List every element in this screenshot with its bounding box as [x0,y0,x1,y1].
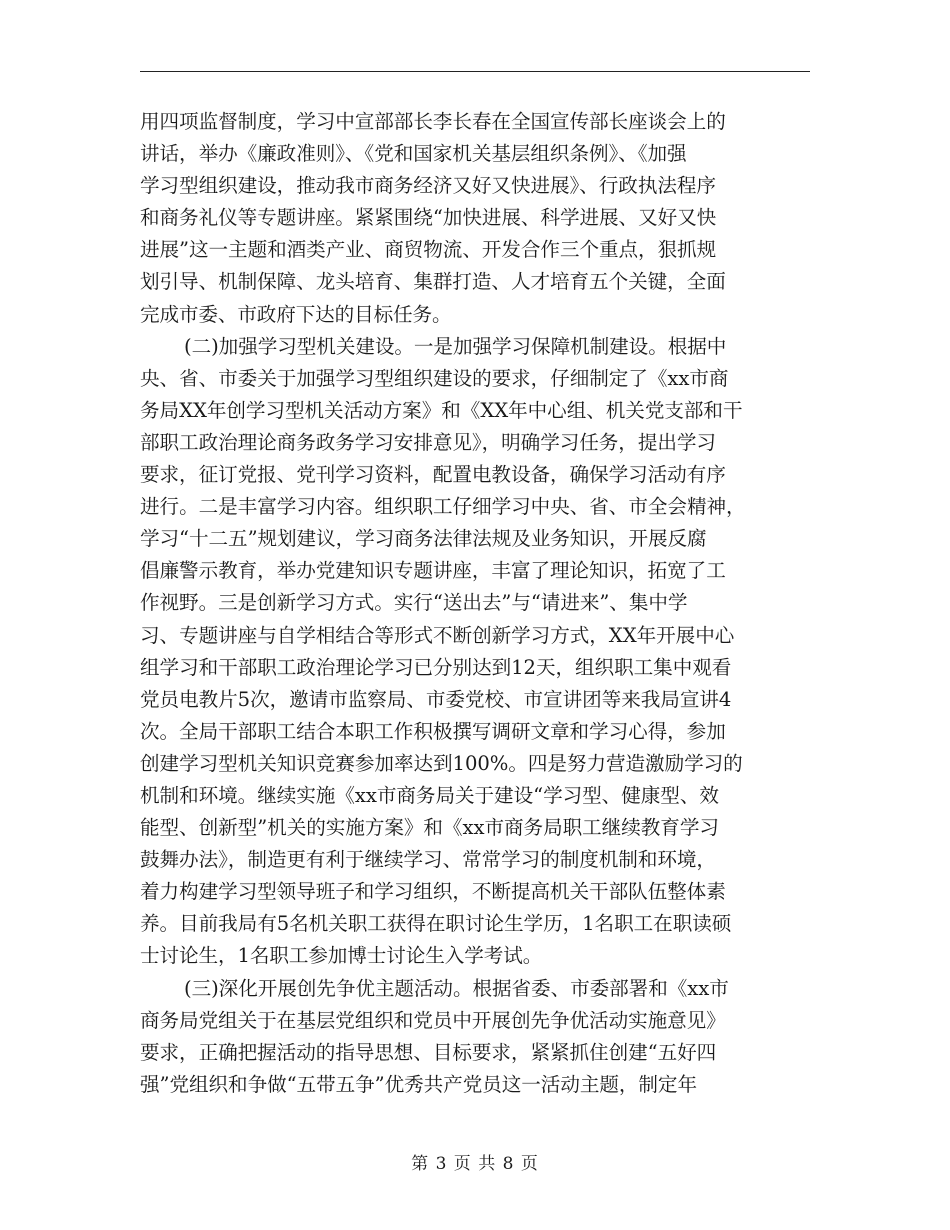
text-line: 强”党组织和争做“五带五争”优秀共产党员这一活动主题，制定年 [140,1072,697,1096]
text-line: 进展”这一主题和酒类产业、商贸物流、开发合作三个重点，狠抓规 [140,238,717,262]
page-number-footer: 第 3 页 共 8 页 [411,1154,539,1174]
text-line: 讲话，举办《廉政准则》、《党和国家机关基层组织条例》、《加强 [140,142,687,166]
text-line: 部职工政治理论商务政务学习安排意见》，明确学习任务，提出学习 [140,430,716,454]
text-line: 次。全局干部职工结合本职工作积极撰写调研文章和学习心得，参加 [140,719,726,743]
text-line: 完成市委、市政府下达的目标任务。 [140,302,452,326]
text-line: 创建学习型机关知识竞赛参加率达到100%。四是努力营造激励学习的 [140,751,743,775]
text-line: 用四项监督制度，学习中宣部部长李长春在全国宣传部长座谈会上的 [140,110,726,133]
text-line: 养。目前我局有5名机关职工获得在职讨论生学历，1名职工在职读硕 [140,912,732,936]
text-line: 要求，正确把握活动的指导思想、目标要求，紧紧抓住创建“五好四 [140,1040,717,1064]
text-line: 划引导、机制保障、龙头培育、集群打造、人才培育五个关键，全面 [140,270,726,294]
text-line: 进行。二是丰富学习内容。组织职工仔细学习中央、省、市全会精神， [140,495,746,519]
text-line: 着力构建学习型领导班子和学习组织，不断提高机关干部队伍整体素 [140,880,726,904]
text-line: 党员电教片5次，邀请市监察局、市委党校、市宣讲团等来我局宣讲4 [140,687,732,711]
text-line: 央、省、市委关于加强学习型组织建设的要求，仔细制定了《xx市商 [140,366,729,390]
text-line: (三)深化开展创先争优主题活动。根据省委、市委部署和《xx市 [184,976,729,1000]
text-line: 组学习和干部职工政治理论学习已分别达到12天，组织职工集中观看 [140,655,732,679]
document-body [140,106,812,1101]
text-line: 机制和环境。继续实施《xx市商务局关于建设“学习型、健康型、效 [140,783,719,807]
text-line: 士讨论生，1名职工参加博士讨论生入学考试。 [140,944,543,968]
text-line: 商务局党组关于在基层党组织和党员中开展创先争优活动实施意见》 [140,1008,726,1032]
text-line: 和商务礼仪等专题讲座。紧紧围绕“加快进展、科学进展、又好又快 [140,206,717,230]
text-line: 倡廉警示教育，举办党建知识专题讲座，丰富了理论知识，拓宽了工 [140,559,726,583]
text-line: 习、专题讲座与自学相结合等形式不断创新学习方式，XX年开展中心 [140,623,735,647]
header-rule [140,71,810,72]
text-line: 要求，征订党报、党刊学习资料，配置电教设备，确保学习活动有序 [140,463,726,487]
text-line: 学习“十二五”规划建议，学习商务法律法规及业务知识，开展反腐 [140,527,707,551]
text-line: 能型、创新型”机关的实施方案》和《xx市商务局职工继续教育学习 [140,816,719,840]
text-line: 学习型组织建设，推动我市商务经济又好又快进展》、行政执法程序 [140,174,716,198]
text-line: 鼓舞办法》，制造更有利于继续学习、常常学习的制度机制和环境， [140,848,716,872]
text-line: (二)加强学习型机关建设。一是加强学习保障机制建设。根据中 [184,334,727,358]
text-line: 务局XX年创学习型机关活动方案》和《XX年中心组、机关党支部和干 [140,398,743,422]
text-line: 作视野。三是创新学习方式。实行“送出去”与“请进来”、集中学 [140,591,688,615]
